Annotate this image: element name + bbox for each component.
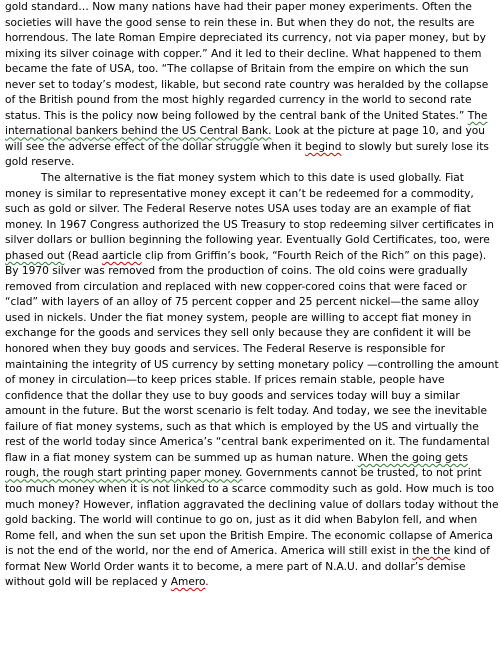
grammar-flag-bankers: The international bankers behind the US Central Bank. [5,109,488,138]
paragraph-1-text-3: to slowly but surely lose its gold reserve. [5,140,489,169]
paragraph-2-text-2: (Read [64,249,102,262]
paragraph-2-text-4: Governments cannot be trusted, to not print too much money when it is not linked to a scarce commodity such as gold. How much is too much money? However, inflation aggravated the declining value of dollars today without the gold backing. The world will continue to go on, just as it did when Babylon fell, and when Rome fell, and when the sun set upon the British Empire. The economic collapse of America is not the end of the world, nor the end of America. America will still exist in [5,467,499,558]
paragraph-2 [5,171,499,591]
paragraph-2-text: The alternative is the fiat money system which to this date is used globally. Fiat money is similar to representative money except it can’t be redeemed for a commodity, such as gold or silver. The Federal Reserve notes USA uses today are an example of fiat money. In 1967 Congress authorized the US Treasury to stop redeeming silver certificates in silver dollars or bullion beginning the following year. Eventually Gold Certificates, too, were [5,172,494,247]
spelling-flag-begind: begind [305,140,342,153]
paragraph-1-text: gold standard… Now many nations have had their paper money experiments. Often the societies will have the good sense to rein these in. But when they do not, the results are horrendous. The late Roman Empire depreciated its currency, not via paper money, but by mixing its silver coinage with copper.” And it led to their decline. What happened to them became the fate of USA, too. “The collapse of Britain from the empire on which the sun never set to today’s modest, likable, but second rate country was heralded by the collapse of the British pound from the most highly regarded currency in the world to second rate status. This is the policy now being followed by the central bank of the United States.” [5,1,489,122]
paragraph-2-text-6: . [205,576,209,589]
paragraph-2-text-3: clip from Griffin’s book, “Fourth Reich of the Rich” on this page). By 1970 silver was removed from the production of coins. The old coins were gradually removed from circulation and replaced with new copper-cored coins that were faced or “clad” with layers of an alloy of 75 percent copper and 25 percent nickel—the same alloy used in nickels. Under the fiat money system, people are willing to accept fiat money in exchange for the goods and services they sell only because they are confident it will be honored when they buy goods and services. The Federal Reserve is responsible for maintaining the integrity of US currency by setting monetary policy —controlling the amount of money in circulation—to keep prices stable. If prices remain stable, people have confidence that the dollar they use to buy goods and services today will buy a similar amount in the future. But the worst scenario is felt today. And today, we see the inevitable failure of fiat money systems, such as that which is employed by the US and virtually the rest of the world today since America’s “central bank experimented on it. The fundamental flaw in a fiat money system can be summed up as human nature. [5,249,499,464]
spelling-flag-aarticle: aarticle [101,249,142,262]
paragraph-1 [5,0,499,171]
grammar-flag-phased-out: phased out [5,249,65,262]
paragraph-2-text-5: kind of format New World Order wants it to become, a mere part of N.A.U. and dollar’s demise without gold will be replaced y [5,545,490,589]
spelling-flag-amero: Amero [170,576,206,589]
grammar-flag-printing-money: When the going gets rough, the rough start printing paper money. [5,451,468,480]
spelling-flag-the-the: the the [412,545,451,558]
paragraph-1-text-2: Look at the picture at page 10, and you will see the adverse effect of the dollar struggle when it [5,125,485,153]
